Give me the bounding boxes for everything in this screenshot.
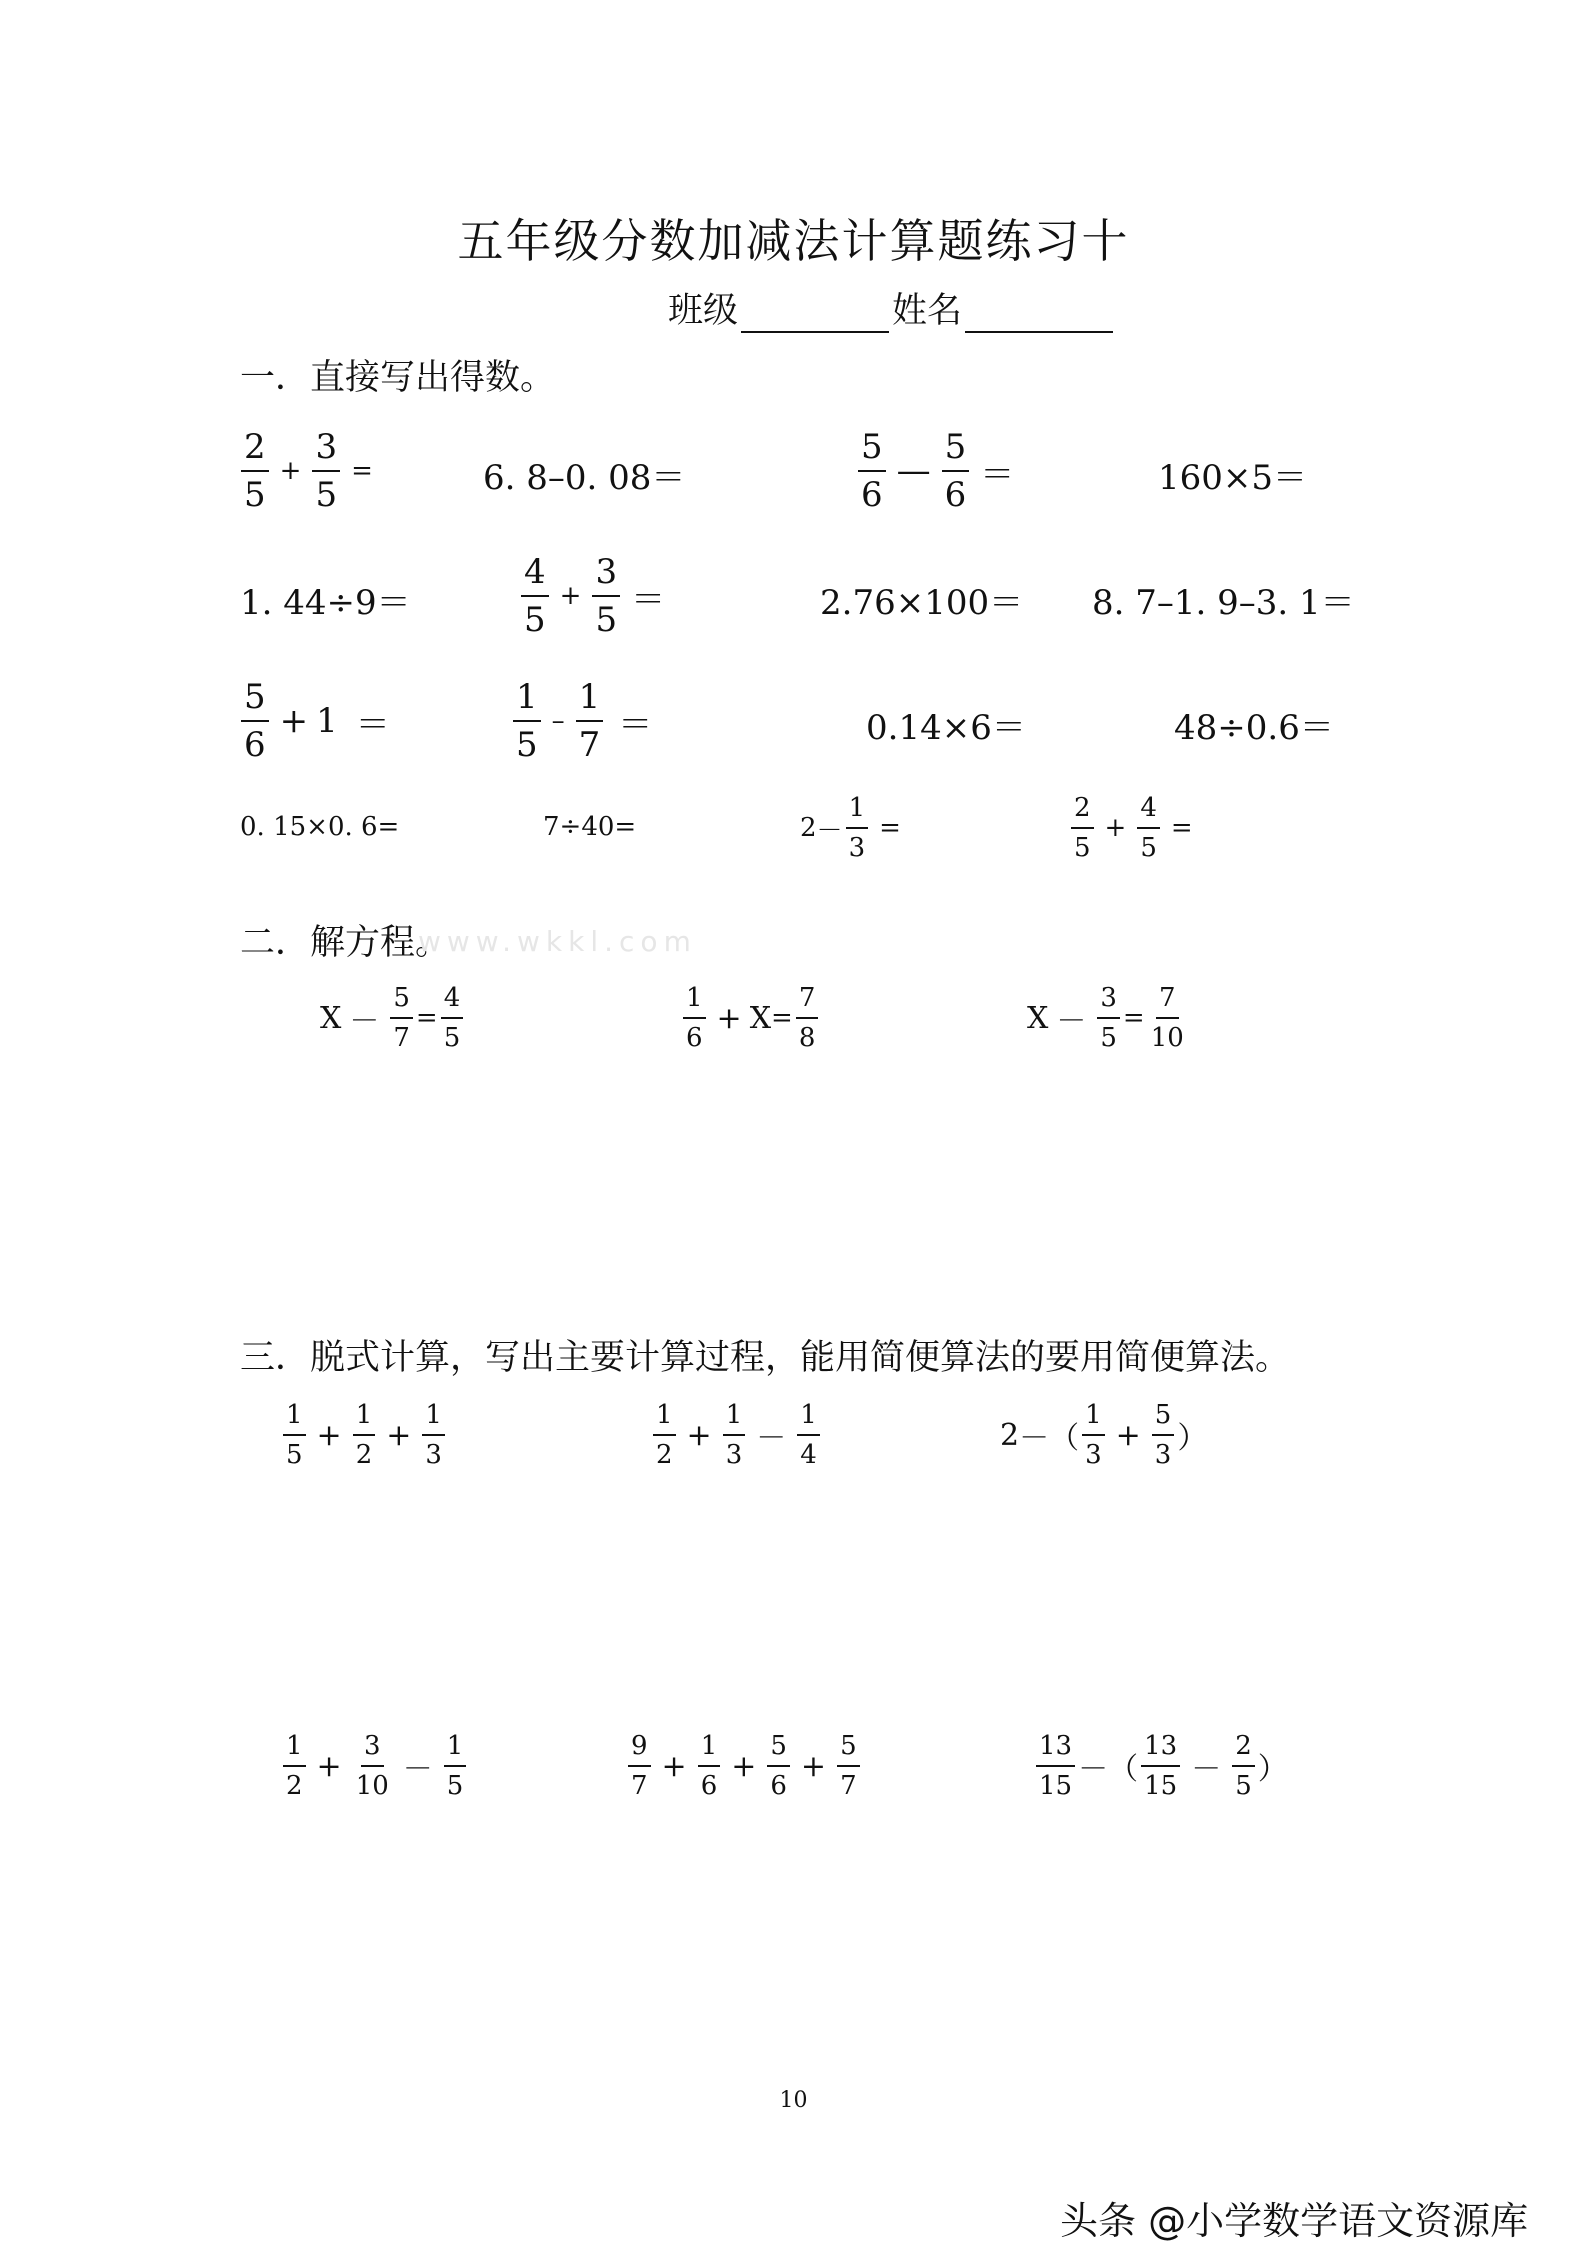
fraction: $\frac{1}{6}$ <box>698 1733 721 1799</box>
fraction: $\frac{1}{3}$ <box>846 795 869 861</box>
calc-1: $\frac{1}{5}$ + $\frac{1}{2}$ + $\frac{1}{3}$ <box>280 1402 448 1468</box>
fraction: $\frac{1}{3}$ <box>422 1402 445 1468</box>
equation-2: $\frac{1}{6}$ + X = $\frac{7}{8}$ <box>680 985 821 1051</box>
fraction: $\frac{2}{5}$ <box>241 430 269 512</box>
calc-4: $\frac{1}{2}$ + $\frac{3}{10}$ － $\frac{1}{5}$ <box>280 1733 469 1799</box>
name-label: 姓名 <box>892 291 963 331</box>
fraction: $\frac{5}{7}$ <box>837 1733 860 1799</box>
fraction: $\frac{5}{6}$ <box>767 1733 790 1799</box>
fraction: $\frac{5}{6}$ <box>942 430 970 512</box>
problem-16: $\frac{2}{5}$ + $\frac{4}{5}$ = <box>1068 795 1201 861</box>
problem-11: 0.14×6＝ <box>866 708 1026 748</box>
fraction: $\frac{4}{5}$ <box>441 985 464 1051</box>
fraction: $\frac{13}{15}$ <box>1036 1733 1075 1799</box>
fraction: $\frac{3}{5}$ <box>592 555 620 637</box>
fraction: $\frac{1}{2}$ <box>353 1402 376 1468</box>
page-number: 10 <box>779 2088 808 2113</box>
section-2-heading: 二．解方程。 <box>240 923 451 963</box>
problem-13: 0. 15×0. 6= <box>240 812 400 842</box>
page-title: 五年级分数加减法计算题练习十 <box>457 214 1130 268</box>
fraction: $\frac{1}{5}$ <box>513 680 541 762</box>
problem-12: 48÷0.6＝ <box>1174 708 1334 748</box>
watermark: www.wkkl.com <box>418 925 697 958</box>
fraction: $\frac{1}{2}$ <box>653 1402 676 1468</box>
fraction: $\frac{13}{15}$ <box>1141 1733 1180 1799</box>
equation-3: X － $\frac{3}{5}$ = $\frac{7}{10}$ <box>1027 985 1190 1051</box>
calc-2: $\frac{1}{2}$ + $\frac{1}{3}$ － $\frac{1}{4}$ <box>650 1402 823 1468</box>
fraction: $\frac{1}{3}$ <box>723 1402 746 1468</box>
source-credit: 头条 @小学数学语文资源库 <box>1060 2199 1529 2243</box>
calc-6: $\frac{13}{15}$ － （ $\frac{13}{15}$ － $\frac{2}{5}$ ） <box>1033 1733 1288 1799</box>
problem-10: $\frac{1}{5}$ – $\frac{1}{7}$ ＝ <box>510 680 660 762</box>
fraction: $\frac{1}{4}$ <box>797 1402 820 1468</box>
problem-7: 2.76×100＝ <box>820 583 1024 623</box>
fraction: $\frac{4}{5}$ <box>521 555 549 637</box>
fraction: $\frac{5}{3}$ <box>1152 1402 1175 1468</box>
problem-14: 7÷40= <box>543 812 637 842</box>
section-3-heading: 三．脱式计算，写出主要计算过程，能用简便算法的要用简便算法。 <box>240 1338 1291 1378</box>
problem-1: $\frac{2}{5}$ + $\frac{3}{5}$ = <box>238 430 381 512</box>
problem-5: 1. 44÷9＝ <box>240 583 411 623</box>
fraction: $\frac{3}{10}$ <box>355 1731 389 1801</box>
fraction: $\frac{1}{6}$ <box>683 985 706 1051</box>
problem-15: 2 － $\frac{1}{3}$ = <box>800 793 901 863</box>
problem-9: $\frac{5}{6}$ + 1 ＝ <box>238 680 398 762</box>
fraction: $\frac{1}{3}$ <box>1082 1402 1105 1468</box>
fraction: $\frac{5}{6}$ <box>241 680 269 762</box>
class-label: 班级 <box>668 291 739 331</box>
name-blank[interactable] <box>965 295 1113 333</box>
fraction: $\frac{2}{5}$ <box>1071 795 1094 861</box>
student-info <box>668 283 1116 333</box>
fraction: $\frac{2}{5}$ <box>1232 1733 1255 1799</box>
fraction: $\frac{7}{8}$ <box>796 985 819 1051</box>
problem-8: 8. 7–1. 9–3. 1＝ <box>1092 583 1355 623</box>
calc-3: 2 － （ $\frac{1}{3}$ + $\frac{5}{3}$ ） <box>1000 1400 1208 1470</box>
problem-3: $\frac{5}{6}$ — $\frac{5}{6}$ ＝ <box>855 430 1022 512</box>
equation-1: X － $\frac{5}{7}$ = $\frac{4}{5}$ <box>320 985 466 1051</box>
fraction: $\frac{9}{7}$ <box>628 1733 651 1799</box>
section-1-heading: 一．直接写出得数。 <box>240 358 556 398</box>
fraction: $\frac{5}{7}$ <box>390 985 413 1051</box>
fraction: $\frac{1}{7}$ <box>576 680 604 762</box>
problem-4: 160×5＝ <box>1158 458 1308 498</box>
class-blank[interactable] <box>741 295 889 333</box>
fraction: $\frac{7}{10}$ <box>1150 983 1184 1053</box>
fraction: $\frac{1}{5}$ <box>444 1733 467 1799</box>
fraction: $\frac{3}{5}$ <box>312 430 340 512</box>
problem-2: 6. 8–0. 08＝ <box>483 458 686 498</box>
fraction: $\frac{3}{5}$ <box>1097 985 1120 1051</box>
problem-6: $\frac{4}{5}$ + $\frac{3}{5}$ ＝ <box>518 555 673 637</box>
fraction: $\frac{5}{6}$ <box>858 430 886 512</box>
fraction: $\frac{1}{5}$ <box>283 1402 306 1468</box>
fraction: $\frac{4}{5}$ <box>1137 795 1160 861</box>
calc-5: $\frac{9}{7}$ + $\frac{1}{6}$ + $\frac{5}{6}$ + $\frac{5}{7}$ <box>625 1733 863 1799</box>
fraction: $\frac{1}{2}$ <box>283 1733 306 1799</box>
